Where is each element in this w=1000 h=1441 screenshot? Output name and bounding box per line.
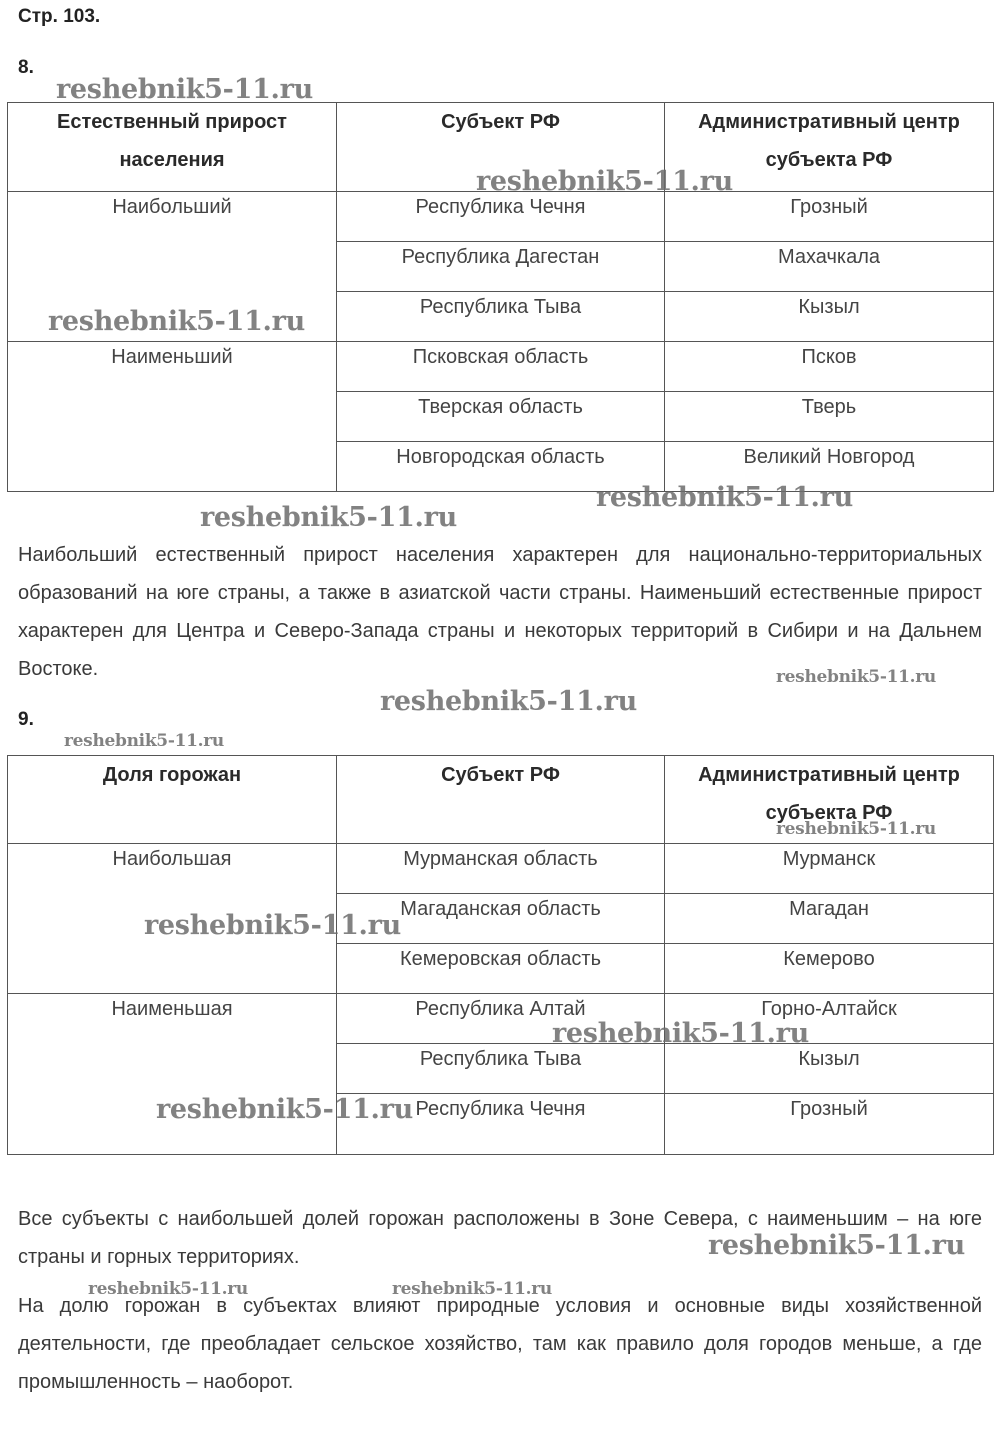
center-cell: Кемерово [665, 944, 994, 994]
center-cell: Грозный [665, 1094, 994, 1155]
watermark: reshebnik5-11.ru [48, 306, 305, 337]
watermark: reshebnik5-11.ru [776, 667, 936, 687]
center-cell: Магадан [665, 894, 994, 944]
table-row [8, 192, 994, 242]
watermark: reshebnik5-11.ru [200, 502, 457, 533]
subject-cell: Республика Тыва [337, 1044, 665, 1094]
watermark: reshebnik5-11.ru [88, 1279, 248, 1299]
watermark: reshebnik5-11.ru [156, 1094, 413, 1125]
task-9-paragraph-2: На долю горожан в субъектах влияют природные условия и основные виды хозяйственной деятельности, где преобладает сельское хозяйство, там как правило доля городов меньше, а где промышленность – наоборот. [18, 1295, 982, 1393]
watermark: reshebnik5-11.ru [476, 166, 733, 197]
watermark: reshebnik5-11.ru [144, 910, 401, 941]
subject-cell: Республика Чечня [337, 1094, 665, 1155]
page-reference: Стр. 103. [18, 6, 101, 27]
header-admin-center: Административный центр субъекта РФ [665, 756, 994, 844]
subject-cell: Магаданская область [337, 894, 665, 944]
task-9-number: 9. [18, 709, 34, 730]
group-label-largest: Наибольший [8, 192, 337, 342]
subject-cell: Кемеровская область [337, 944, 665, 994]
center-cell: Грозный [665, 192, 994, 242]
task-8-number: 8. [18, 57, 34, 78]
center-cell: Мурманск [665, 844, 994, 894]
subject-cell: Тверская область [337, 392, 665, 442]
group-label-smallest: Наименьшая [8, 994, 337, 1155]
group-label-smallest: Наименьший [8, 342, 337, 492]
header-urban-share: Доля горожан [8, 756, 337, 844]
watermark: reshebnik5-11.ru [380, 686, 637, 717]
center-cell: Псков [665, 342, 994, 392]
watermark: reshebnik5-11.ru [552, 1018, 809, 1049]
table-row [8, 994, 994, 1044]
task-9-paragraph-1: Все субъекты с наибольшей долей горожан расположены в Зоне Севера, с наименьшим – на юге страны и горных территориях. [18, 1208, 982, 1268]
subject-cell: Мурманская область [337, 844, 665, 894]
header-admin-center: Административный центр субъекта РФ [665, 103, 994, 192]
center-cell: Великий Новгород [665, 442, 994, 492]
header-natural-growth: Естественный прирост населения [8, 103, 337, 192]
table-row [8, 844, 994, 894]
watermark: reshebnik5-11.ru [596, 482, 853, 513]
subject-cell: Новгородская область [337, 442, 665, 492]
table-row [8, 342, 994, 392]
subject-cell: Республика Дагестан [337, 242, 665, 292]
group-label-largest: Наибольшая [8, 844, 337, 994]
center-cell: Махачкала [665, 242, 994, 292]
subject-cell: Псковская область [337, 342, 665, 392]
subject-cell: Республика Тыва [337, 292, 665, 342]
watermark: reshebnik5-11.ru [64, 731, 224, 751]
center-cell: Кызыл [665, 1044, 994, 1094]
center-cell: Кызыл [665, 292, 994, 342]
task-8-paragraph: Наибольший естественный прирост населения характерен для национально-территориальных образований на юге страны, а также в азиатской части страны. Наименьший естественные прирост характерен для Центра и Северо-Запада страны и некоторых территорий в Сибири и на Дальнем Востоке. [18, 544, 982, 680]
watermark: reshebnik5-11.ru [776, 819, 936, 839]
task-8-table [7, 102, 994, 492]
header-subject: Субъект РФ [337, 103, 665, 192]
watermark: reshebnik5-11.ru [708, 1230, 965, 1261]
center-cell: Тверь [665, 392, 994, 442]
watermark: reshebnik5-11.ru [56, 74, 313, 105]
subject-cell: Республика Алтай [337, 994, 665, 1044]
watermark: reshebnik5-11.ru [392, 1279, 552, 1299]
subject-cell: Республика Чечня [337, 192, 665, 242]
center-cell: Горно-Алтайск [665, 994, 994, 1044]
header-subject: Субъект РФ [337, 756, 665, 844]
